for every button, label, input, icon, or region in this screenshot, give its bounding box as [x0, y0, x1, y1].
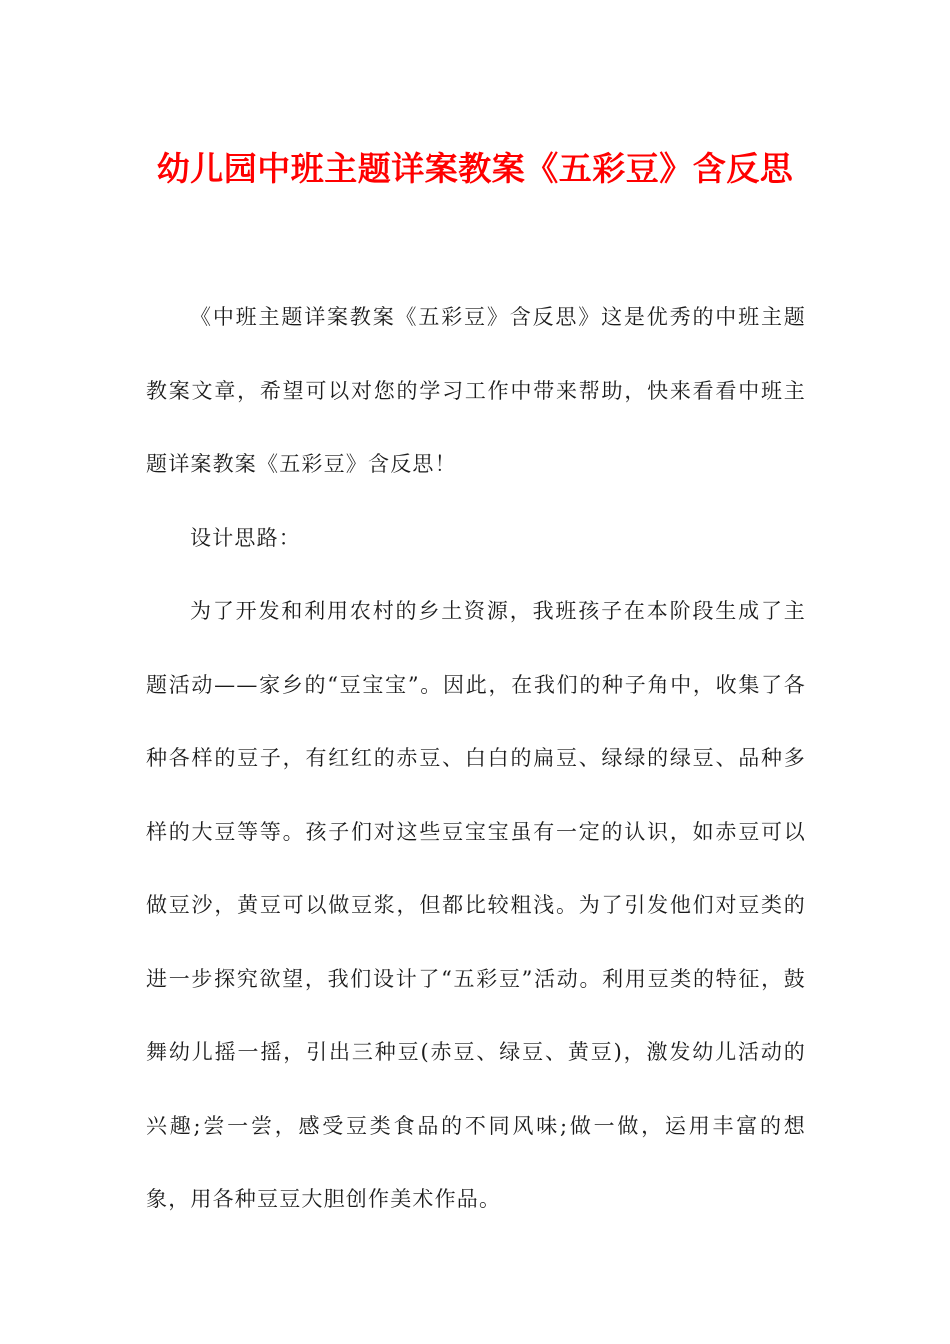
section-heading-design-idea: 设计思路：	[190, 525, 301, 550]
document-body	[146, 281, 806, 1237]
design-idea-paragraph: 为了开发和利用农村的乡土资源，我班孩子在本阶段生成了主题活动——家乡的“豆宝宝”。因此，在我们的种子角中，收集了各种各样的豆子，有红红的赤豆、白白的扁豆、绿绿的绿豆、品种多样的大豆等等。孩子们对这些豆宝宝虽有一定的认识，如赤豆可以做豆沙，黄豆可以做豆浆，但都比较粗浅。为了引发他们对豆类的进一步探究欲望，我们设计了“五彩豆”活动。利用豆类的特征，鼓舞幼儿摇一摇，引出三种豆(赤豆、绿豆、黄豆)，激发幼儿活动的兴趣;尝一尝，感受豆类食品的不同风味;做一做，运用丰富的想象，用各种豆豆大胆创作美术作品。	[146, 599, 806, 1211]
intro-paragraph: 《中班主题详案教案《五彩豆》含反思》这是优秀的中班主题教案文章，希望可以对您的学习工作中带来帮助，快来看看中班主题详案教案《五彩豆》含反思！	[146, 305, 806, 476]
document-title: 幼儿园中班主题详案教案《五彩豆》含反思	[156, 149, 794, 188]
